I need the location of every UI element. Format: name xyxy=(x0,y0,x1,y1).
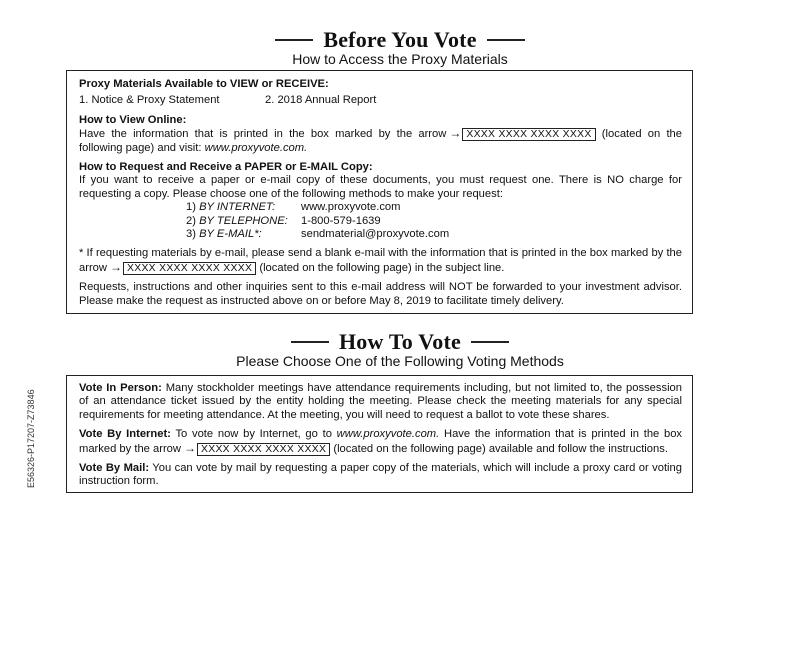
footnote-part-2: (located on the following page) in the subject line. xyxy=(259,261,505,274)
before-you-vote-title: Before You Vote xyxy=(323,27,477,52)
how-to-vote-subtitle: Please Choose One of the Following Voting Methods xyxy=(236,353,564,369)
materials-heading: Proxy Materials Available to VIEW or RECEIVE: xyxy=(79,78,329,90)
method-internet xyxy=(186,201,682,214)
request-methods-list xyxy=(186,201,682,241)
vote-by-mail xyxy=(79,462,682,489)
request-heading: How to Request and Receive a PAPER or E-MAIL Copy: xyxy=(79,161,373,174)
method-label xyxy=(186,228,301,241)
control-number-box: XXXX XXXX XXXX XXXX xyxy=(123,262,256,275)
email-footnote xyxy=(79,247,682,275)
heading-dash-right xyxy=(487,39,525,40)
internet-text-part-2: Have the information that is printed in the box marked by the arrow xyxy=(79,428,683,455)
arrow-right-icon: → xyxy=(449,126,462,141)
proxy-materials-box xyxy=(66,70,693,314)
voting-methods-box xyxy=(66,375,693,493)
request-text: If you want to receive a paper or e-mail copy of these documents, you must request one. There is NO charge for requesting a copy. Please choose one of the following methods to make your request: xyxy=(79,174,682,200)
method-email xyxy=(186,228,682,241)
how-to-vote-heading xyxy=(0,330,800,354)
method-number: 3) xyxy=(186,228,196,241)
method-label xyxy=(186,215,301,228)
arrow-right-icon: → xyxy=(109,259,122,274)
view-text-part-2: (located on the following page) and visit: xyxy=(79,128,682,154)
heading-dash-left xyxy=(291,341,329,342)
method-telephone xyxy=(186,215,682,228)
footnote-part-1: * If requesting materials by e-mail, please send a blank e-mail with the information that is printed in the box marked by the arrow xyxy=(79,247,682,274)
before-you-vote-heading xyxy=(0,28,800,52)
method-label-text: BY E-MAIL*: xyxy=(199,228,262,241)
material-item-annual-report: 2. 2018 Annual Report xyxy=(265,94,377,107)
method-value: www.proxyvote.com xyxy=(301,201,401,214)
heading-dash-right xyxy=(471,341,509,342)
side-document-code: E56326-P17207-Z73846 xyxy=(26,389,36,488)
forwarding-note: Requests, instructions and other inquiries sent to this e-mail address will NOT be forwarded to your investment advisor. Please make the request as instructed above on or before May 8, 2019 to facilitate timely delivery. xyxy=(79,281,682,307)
vote-in-person-label: Vote In Person: xyxy=(79,382,162,394)
vote-by-internet-label: Vote By Internet: xyxy=(79,428,171,441)
vote-in-person-text: Many stockholder meetings have attendance requirements including, but not limited to, the possession of an attendance ticket issued by the entity holding the meeting. Please check the meeting materials for any special requirements for meeting attendance. At the meeting, you will need to request a ballot to vote these shares. xyxy=(79,382,683,421)
view-text-part-1: Have the information that is printed in the box marked by the arrow xyxy=(79,128,447,141)
method-value: sendmaterial@proxyvote.com xyxy=(301,228,450,241)
method-number: 2) xyxy=(186,214,196,227)
internet-text-part-1: To vote now by Internet, go to xyxy=(175,428,332,441)
method-value: 1-800-579-1639 xyxy=(301,214,381,227)
view-url: www.proxyvote.com. xyxy=(204,141,308,154)
method-label xyxy=(186,201,301,214)
internet-url: www.proxyvote.com. xyxy=(336,428,440,441)
vote-in-person xyxy=(79,382,682,422)
internet-text-part-3: (located on the following page) available and follow the instructions. xyxy=(333,442,668,455)
control-number-box: XXXX XXXX XXXX XXXX xyxy=(197,443,330,456)
view-online-heading: How to View Online: xyxy=(79,113,187,126)
before-you-vote-subtitle: How to Access the Proxy Materials xyxy=(292,51,508,67)
vote-by-mail-label: Vote By Mail: xyxy=(79,462,150,475)
vote-by-mail-text: You can vote by mail by requesting a paper copy of the materials, which will include a proxy card or voting instruction form. xyxy=(79,462,682,488)
arrow-right-icon: → xyxy=(183,440,196,455)
materials-list xyxy=(79,94,682,107)
control-number-box: XXXX XXXX XXXX XXXX xyxy=(462,128,595,141)
method-label-text: BY INTERNET: xyxy=(199,201,276,214)
how-to-vote-title: How To Vote xyxy=(338,329,462,354)
method-label-text: BY TELEPHONE: xyxy=(199,214,288,227)
view-online-text xyxy=(79,127,682,155)
heading-dash-left xyxy=(275,39,313,40)
method-number: 1) xyxy=(186,201,196,214)
material-item-notice: 1. Notice & Proxy Statement xyxy=(79,94,220,107)
vote-by-internet xyxy=(79,428,682,456)
